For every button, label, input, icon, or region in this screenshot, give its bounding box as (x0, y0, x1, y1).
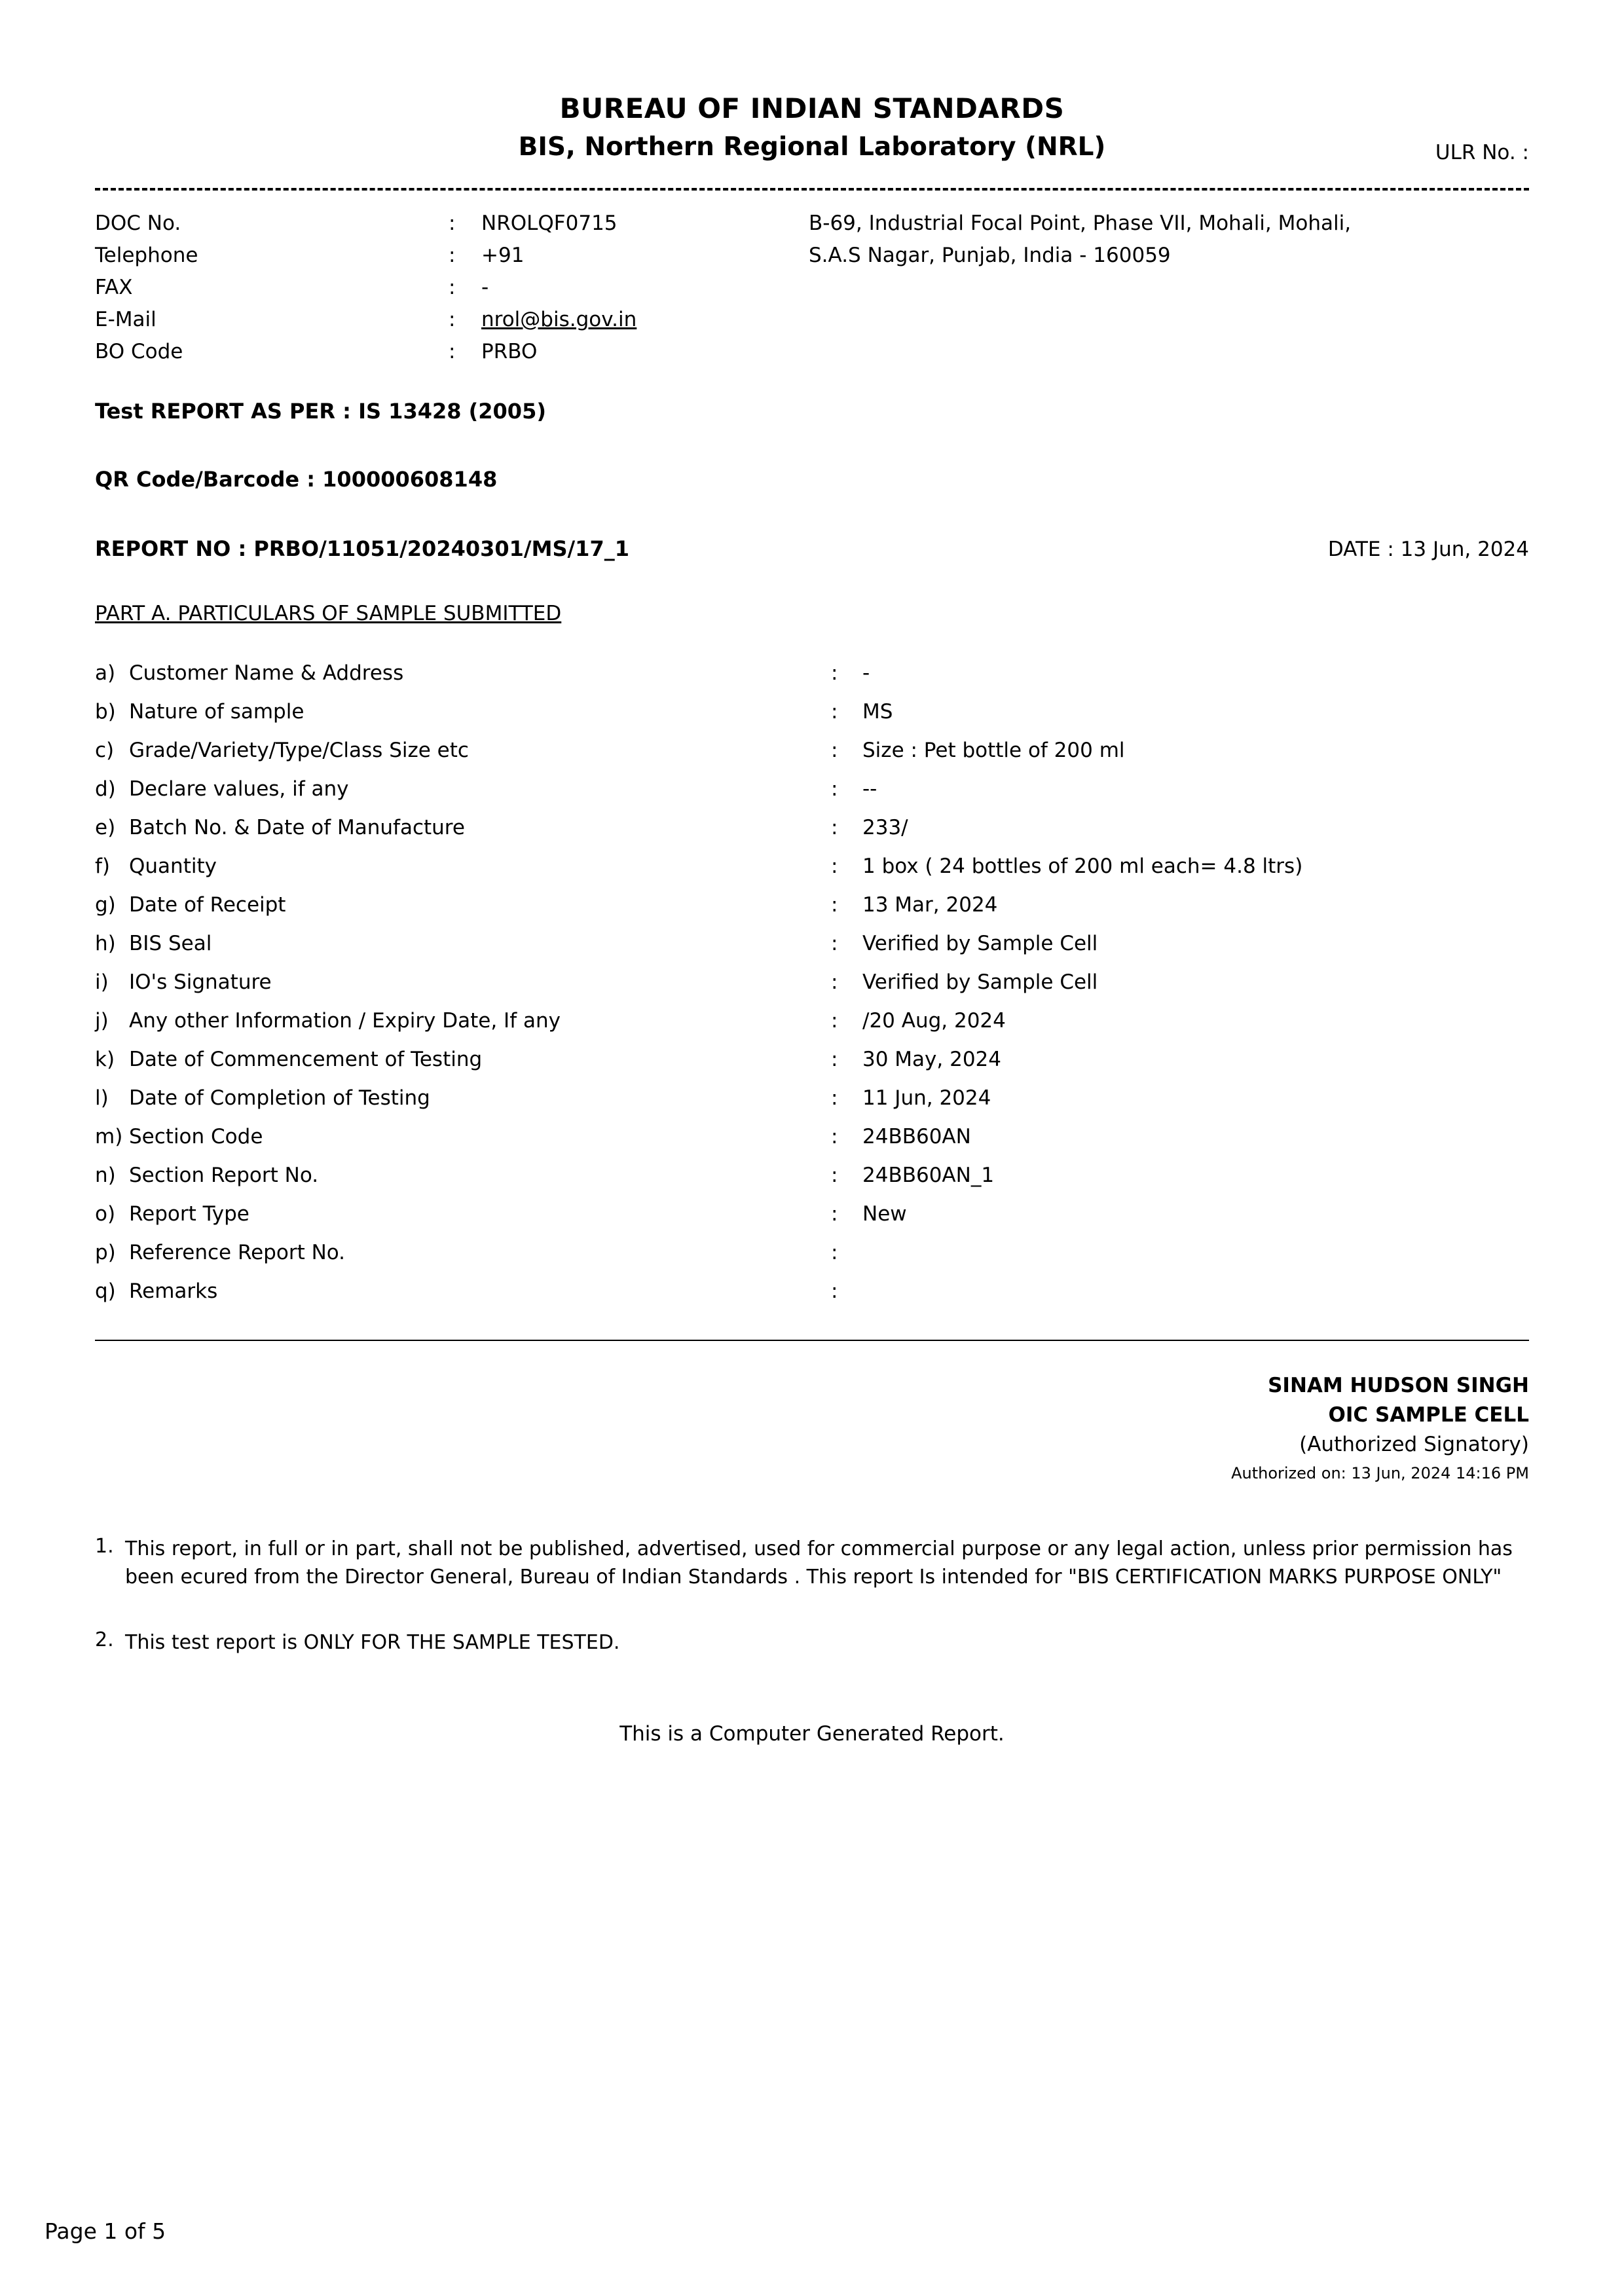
list-item (95, 1234, 1529, 1272)
signatory-designation: OIC SAMPLE CELL (1328, 1403, 1529, 1427)
lab-address (809, 208, 1529, 272)
computer-generated-note: This is a Computer Generated Report. (619, 1722, 1005, 1746)
item-value: New (862, 1202, 907, 1226)
signatory-name: SINAM HUDSON SINGH (1268, 1374, 1529, 1398)
item-value: Verified by Sample Cell (862, 932, 1098, 956)
signature-block (95, 1371, 1529, 1485)
bo-code-colon: : (449, 340, 456, 364)
particulars-divider (95, 1340, 1529, 1341)
bo-code-row (95, 336, 1529, 368)
list-item (95, 654, 1529, 693)
item-value: 30 May, 2024 (862, 1048, 1001, 1072)
item-colon: : (831, 816, 838, 840)
part-a-heading: PART A. PARTICULARS OF SAMPLE SUBMITTED (95, 602, 562, 626)
item-colon: : (831, 1125, 838, 1149)
telephone-colon: : (449, 244, 456, 268)
item-value: 233/ (862, 816, 908, 840)
item-value: 24BB60AN_1 (862, 1164, 995, 1188)
email-value-wrap (481, 304, 637, 336)
item-key: g) (95, 893, 116, 917)
item-key: o) (95, 1202, 116, 1226)
item-key: m) (95, 1125, 123, 1149)
item-colon: : (831, 700, 838, 724)
item-value: /20 Aug, 2024 (862, 1009, 1006, 1033)
item-key: i) (95, 970, 109, 995)
list-item (95, 1272, 1529, 1311)
item-label: Any other Information / Expiry Date, If any (129, 1009, 561, 1033)
list-item (95, 809, 1529, 847)
item-key: p) (95, 1241, 116, 1265)
item-label: Quantity (129, 854, 217, 879)
list-item (95, 1195, 1529, 1234)
particulars-list (95, 654, 1529, 1311)
item-key: h) (95, 932, 116, 956)
item-colon: : (831, 1086, 838, 1111)
item-key: d) (95, 777, 116, 801)
item-value: - (862, 661, 870, 686)
notes-section (95, 1535, 1529, 1657)
item-label: Declare values, if any (129, 777, 349, 801)
telephone-value: +91 (481, 244, 525, 268)
part-a-heading-wrap (95, 561, 1529, 625)
item-value: -- (862, 777, 877, 801)
item-value: 11 Jun, 2024 (862, 1086, 991, 1111)
address-line-2: S.A.S Nagar, Punjab, India - 160059 (809, 244, 1171, 268)
item-label: Date of Completion of Testing (129, 1086, 430, 1111)
item-key: j) (95, 1009, 109, 1033)
qr-barcode-line: QR Code/Barcode : 100000608148 (95, 467, 498, 492)
item-colon: : (831, 1241, 838, 1265)
item-colon: : (831, 739, 838, 763)
item-key: b) (95, 700, 116, 724)
ulr-number-label: ULR No. : (1435, 141, 1529, 164)
list-item (95, 1156, 1529, 1195)
note-item (95, 1628, 1529, 1657)
header-divider (95, 188, 1529, 191)
email-link[interactable]: nrol@bis.gov.in (481, 308, 637, 332)
item-key: q) (95, 1279, 116, 1304)
address-line-1: B-69, Industrial Focal Point, Phase VII, Mohali, Mohali, (809, 211, 1352, 236)
item-colon: : (831, 854, 838, 879)
item-key: k) (95, 1048, 115, 1072)
item-colon: : (831, 1202, 838, 1226)
item-colon: : (831, 1048, 838, 1072)
authorized-on-timestamp: Authorized on: 13 Jun, 2024 14:16 PM (1231, 1464, 1529, 1483)
top-info-block (95, 208, 1529, 371)
item-colon: : (831, 661, 838, 686)
note-text: This report, in full or in part, shall not be published, advertised, used for commercial purpose or any legal action, unless prior permission has been ecured from the Director General, Bureau of Indian Standards . This report Is intended for "BIS CERTIFICATION MARKS PURPOSE ONLY" (125, 1537, 1513, 1589)
item-label: Section Report No. (129, 1164, 319, 1188)
item-label: BIS Seal (129, 932, 212, 956)
item-colon: : (831, 1279, 838, 1304)
list-item (95, 963, 1529, 1002)
item-value: 1 box ( 24 bottles of 200 ml each= 4.8 ltrs) (862, 854, 1303, 879)
fax-value: - (481, 276, 489, 300)
list-item (95, 1079, 1529, 1118)
item-colon: : (831, 1009, 838, 1033)
report-date: DATE : 13 Jun, 2024 (1327, 538, 1529, 562)
bo-code-label: BO Code (95, 340, 183, 364)
document-header (95, 0, 1529, 163)
item-label: Grade/Variety/Type/Class Size etc (129, 739, 469, 763)
doc-no-colon: : (449, 211, 456, 236)
item-label: Date of Commencement of Testing (129, 1048, 483, 1072)
list-item (95, 847, 1529, 886)
item-colon: : (831, 970, 838, 995)
list-item (95, 886, 1529, 925)
item-label: Report Type (129, 1202, 249, 1226)
item-value: 13 Mar, 2024 (862, 893, 998, 917)
item-label: Reference Report No. (129, 1241, 346, 1265)
email-label: E-Mail (95, 308, 157, 332)
doc-no-label: DOC No. (95, 211, 181, 236)
list-item (95, 770, 1529, 809)
organization-title: BUREAU OF INDIAN STANDARDS (559, 92, 1065, 124)
item-label: Nature of sample (129, 700, 304, 724)
note-number: 1. (95, 1534, 114, 1558)
item-key: c) (95, 739, 115, 763)
test-standard-line: Test REPORT AS PER : IS 13428 (2005) (95, 399, 546, 424)
laboratory-title: BIS, Northern Regional Laboratory (NRL) (518, 132, 1106, 162)
item-label: Section Code (129, 1125, 263, 1149)
item-colon: : (831, 932, 838, 956)
item-value: 24BB60AN (862, 1125, 971, 1149)
list-item (95, 1040, 1529, 1079)
item-label: Customer Name & Address (129, 661, 404, 686)
note-item (95, 1535, 1529, 1592)
item-key: l) (95, 1086, 109, 1111)
item-colon: : (831, 1164, 838, 1188)
fax-label: FAX (95, 276, 133, 300)
note-number: 2. (95, 1628, 114, 1651)
email-colon: : (449, 308, 456, 332)
item-key: e) (95, 816, 116, 840)
note-text: This test report is ONLY FOR THE SAMPLE TESTED. (125, 1630, 620, 1654)
list-item (95, 1002, 1529, 1040)
item-value: MS (862, 700, 893, 724)
item-colon: : (831, 893, 838, 917)
item-label: Remarks (129, 1279, 218, 1304)
item-label: Batch No. & Date of Manufacture (129, 816, 465, 840)
doc-no-value: NROLQF0715 (481, 211, 618, 236)
telephone-label: Telephone (95, 244, 198, 268)
item-label: Date of Receipt (129, 893, 286, 917)
item-key: f) (95, 854, 111, 879)
item-value: Size : Pet bottle of 200 ml (862, 739, 1125, 763)
report-number: REPORT NO : PRBO/11051/20240301/MS/17_1 (95, 536, 629, 562)
list-item (95, 1118, 1529, 1156)
item-colon: : (831, 777, 838, 801)
report-number-row (95, 536, 1529, 561)
email-row (95, 304, 1529, 336)
fax-colon: : (449, 276, 456, 300)
item-label: IO's Signature (129, 970, 272, 995)
item-value: Verified by Sample Cell (862, 970, 1098, 995)
list-item (95, 693, 1529, 731)
item-key: n) (95, 1164, 116, 1188)
page-number-footer: Page 1 of 5 (45, 2218, 166, 2244)
authorized-signatory-label: (Authorized Signatory) (1299, 1433, 1529, 1457)
list-item (95, 925, 1529, 963)
page-content (95, 0, 1529, 1746)
item-key: a) (95, 661, 116, 686)
fax-row (95, 272, 1529, 304)
list-item (95, 731, 1529, 770)
bo-code-value: PRBO (481, 340, 538, 364)
